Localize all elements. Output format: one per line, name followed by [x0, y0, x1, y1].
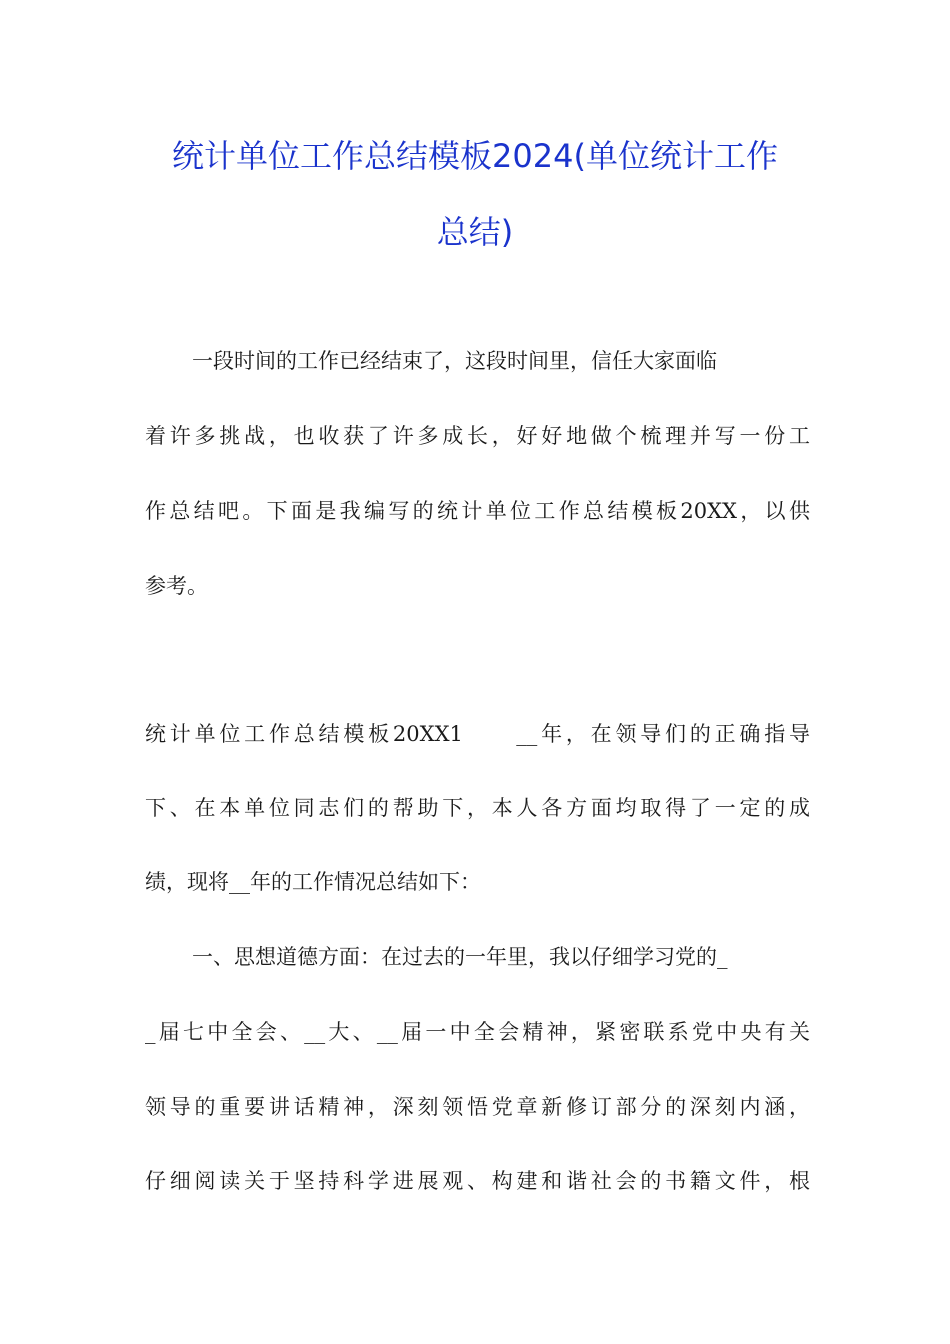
text-line: 绩，现将__年的工作情况总结如下： [145, 870, 481, 894]
text-line: 统计单位工作总结模板20XX1 __年，在领导们的正确指导 [145, 722, 810, 746]
text-line: 着许多挑战，也收获了许多成长，好好地做个梳理并写一份工 [145, 424, 810, 448]
title-line-1: 统计单位工作总结模板2024(单位统计工作 [172, 137, 778, 175]
text-line: 领导的重要讲话精神，深刻领悟党章新修订部分的深刻内涵， [145, 1095, 810, 1119]
text-line: 一段时间的工作已经结束了，这段时间里，信任大家面临 [192, 349, 717, 373]
text-line: 仔细阅读关于坚持科学进展观、构建和谐社会的书籍文件，根 [145, 1169, 810, 1193]
text-line: 一、思想道德方面：在过去的一年里，我以仔细学习党的_ [192, 945, 728, 969]
title-line-2: 总结) [436, 213, 514, 251]
text-line: 作总结吧。下面是我编写的统计单位工作总结模板20XX，以供 [145, 499, 810, 523]
text-line: _届七中全会、__大、__届一中全会精神，紧密联系党中央有关 [145, 1020, 810, 1044]
text-line: 参考。 [145, 574, 208, 598]
text-line: 下、在本单位同志们的帮助下，本人各方面均取得了一定的成 [145, 796, 810, 820]
document-title [140, 118, 810, 270]
